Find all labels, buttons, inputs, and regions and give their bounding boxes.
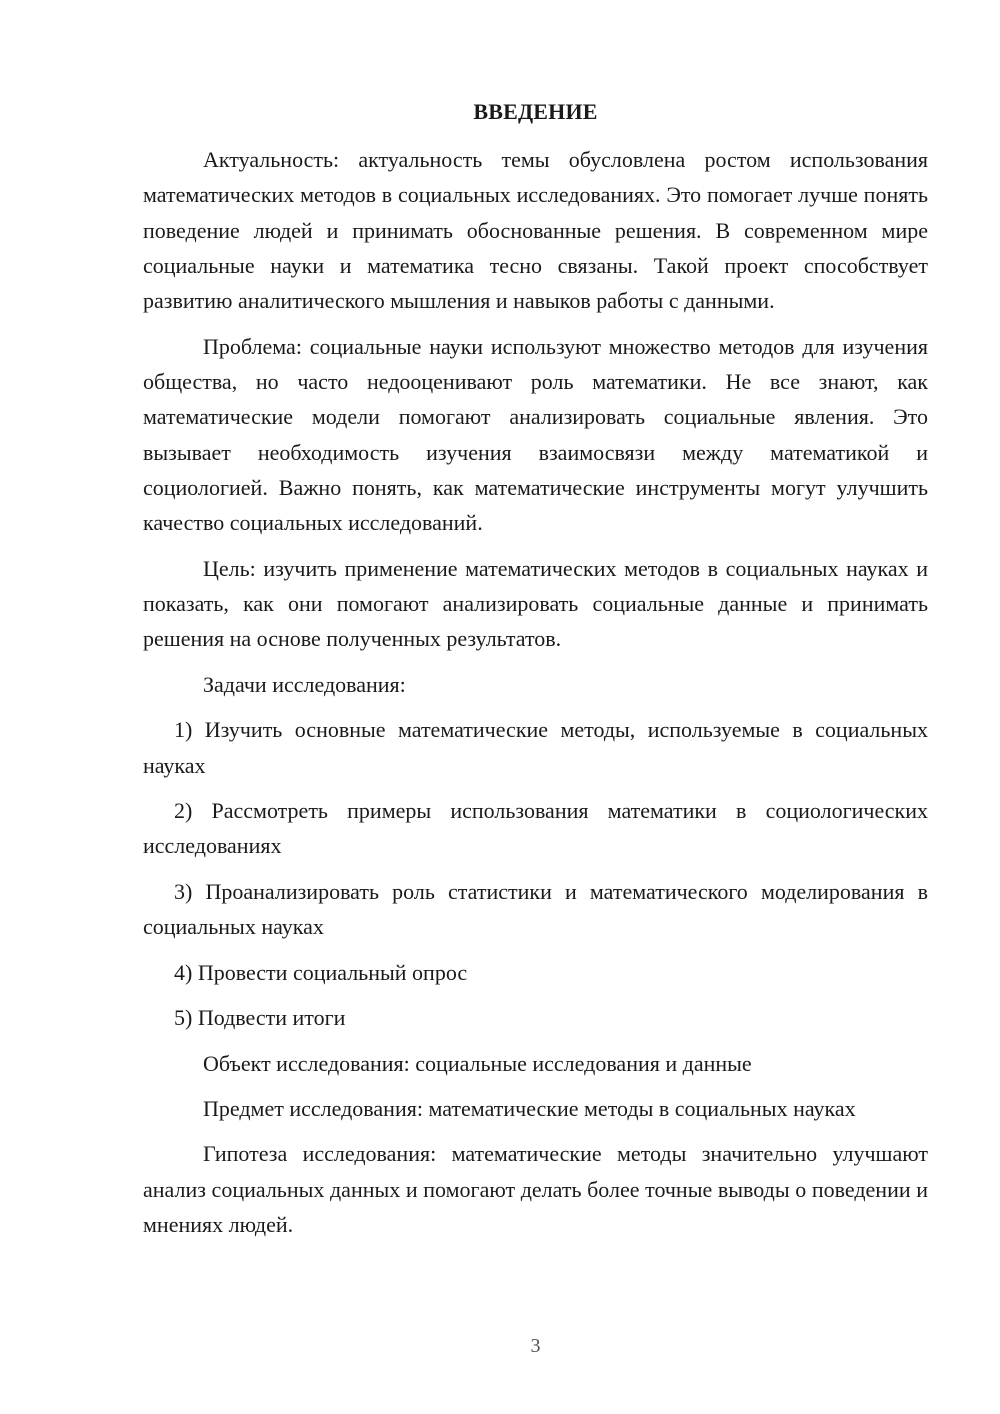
- tasks-heading: Задачи исследования:: [203, 671, 406, 697]
- section-title: ВВЕДЕНИЕ: [473, 99, 598, 124]
- task-item-5: 5) Подвести итоги: [174, 1005, 346, 1031]
- task-item-4: 4) Провести социальный опрос: [174, 959, 468, 985]
- relevance-paragraph: Актуальность: актуальность темы обусловлена ростом использования математических методов в социальных исследованиях. Это помогает лучше понять поведение людей и принимать обоснованные решения. В современном мире социальные науки и математика тесно связаны. Такой проект способствует развитию аналитического мышления и навыков работы с данными.: [143, 147, 928, 314]
- hypothesis-paragraph: Гипотеза исследования: математические методы значительно улучшают анализ социальных данных и помогают делать более точные выводы о поведении и мнениях людей.: [143, 1141, 928, 1238]
- document-body: [143, 142, 928, 1253]
- page-number: 3: [530, 1335, 541, 1357]
- subject-paragraph: Предмет исследования: математические методы в социальных науках: [203, 1096, 856, 1121]
- task-item-1: 1) Изучить основные математические методы, используемые в социальных науках: [143, 717, 928, 778]
- problem-paragraph: Проблема: социальные науки используют множество методов для изучения общества, но часто недооценивают роль математики. Не все знают, как математические модели помогают анализировать социальные явления. Это вызывает необходимость изучения взаимосвязи между математикой и социологией. Важно понять, как математические инструменты могут улучшить качество социальных исследований.: [143, 333, 928, 536]
- task-item-3: 3) Проанализировать роль статистики и математического моделирования в социальных науках: [143, 878, 928, 940]
- goal-paragraph: Цель: изучить применение математических методов в социальных науках и показать, как они помогают анализировать социальные данные и принимать решения на основе полученных результатов.: [143, 555, 928, 652]
- task-item-2: 2) Рассмотреть примеры использования математики в социологических исследованиях: [143, 797, 928, 859]
- object-paragraph: Объект исследования: социальные исследования и данные: [203, 1050, 752, 1076]
